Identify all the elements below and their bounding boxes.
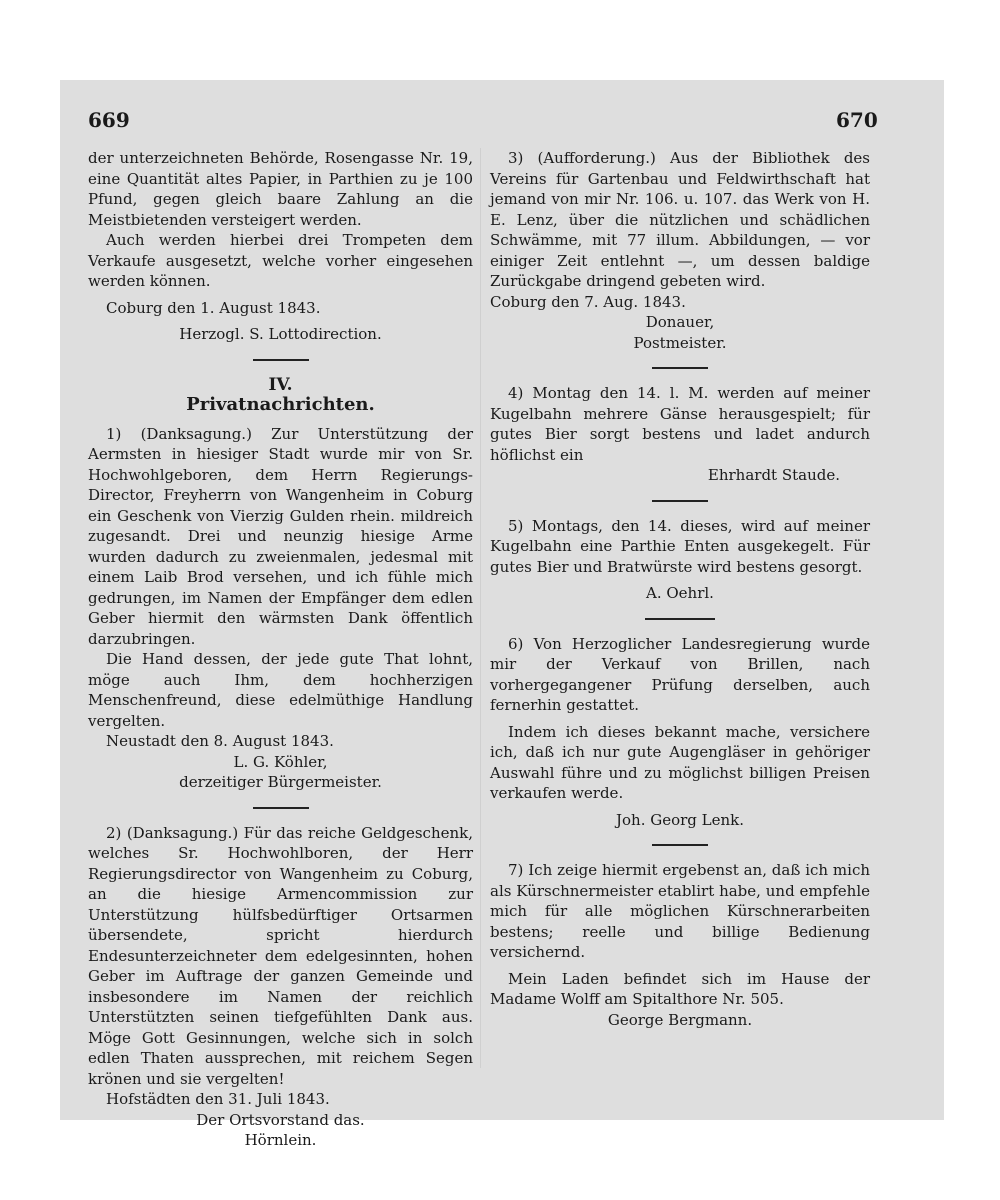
date-line: Coburg den 7. Aug. 1843. bbox=[490, 292, 686, 311]
intro-paragraph: der unterzeichneten Behörde, Rosengasse Nr. 19, eine Quantität altes Papier, in Parthien zu je 100 Pfund, gegen gleich baare Zahlung an die Meistbietenden versteigert werden. bbox=[88, 149, 473, 229]
date-line: Hofstädten den 31. Juli 1843. bbox=[106, 1090, 330, 1108]
divider bbox=[652, 367, 708, 369]
section-number: IV. bbox=[268, 374, 293, 395]
divider bbox=[652, 500, 708, 502]
notice-6-continued: Indem ich dieses bekannt mache, versichere ich, daß ich nur gute Augengläser in gehöriger Auswahl führe und zu möglichst billigen Preisen verkaufen werde. bbox=[490, 722, 870, 802]
signature-title: derzeitiger Bürgermeister. bbox=[179, 773, 382, 791]
divider bbox=[253, 359, 309, 361]
date-line: Coburg den 1. August 1843. bbox=[106, 298, 321, 317]
signature: George Bergmann. bbox=[607, 1010, 753, 1029]
column-gutter bbox=[480, 148, 481, 1068]
signature: A. Oehrl. bbox=[646, 584, 714, 602]
notice-1-continued: Die Hand dessen, der jede gute That lohnt, möge auch Ihm, dem hochherzigen Menschenfreund, diese edelmüthige Handlung vergelten. bbox=[88, 650, 473, 730]
right-column bbox=[490, 148, 870, 1030]
divider bbox=[652, 844, 708, 846]
notice-7: 7) Ich zeige hiermit ergebenst an, daß ich mich als Kürschnermeister etablirt habe, und empfehle mich für alle möglichen Kürschnerarbeiten bestens; reelle und billige Bedienung versichernd. bbox=[490, 861, 870, 961]
date-line: Neustadt den 8. August 1843. bbox=[106, 732, 334, 750]
notice-6: 6) Von Herzoglicher Landesregierung wurde mir der Verkauf von Brillen, nach vorhergegangener Prüfung derselben, auch fernerhin gestattet. bbox=[490, 634, 870, 714]
signature-name: Hörnlein. bbox=[244, 1131, 317, 1149]
notice-4: 4) Montag den 14. l. M. werden auf meiner Kugelbahn mehrere Gänse herausgespielt; für gutes Bier sorgt bestens und ladet andurch höflichst ein bbox=[490, 384, 870, 464]
notice-2: 2) (Danksagung.) Für das reiche Geldgeschenk, welches Sr. Hochwohlboren, der Herr Regierungsdirector von Wangenheim zu Coburg, an die hiesige Armencommission zur Unterstützung hülfsbedürftiger Ortsarmen übersendete, spricht hierdurch Endesunterzeichneter dem edelgesinnten, hohen Geber im Auftrage der ganzen Gemeinde und insbesondere im Namen der reichlich Unterstützten seinen tiefgefühlten Dank aus. Möge Gott Gesinnungen, welche sich in solch edlen Thaten aussprechen, mit reichem Segen krönen und sie vergelten! bbox=[88, 823, 473, 1088]
section-title: Privatnachrichten. bbox=[186, 394, 375, 415]
page-number-left: 669 bbox=[88, 108, 130, 132]
notice-3: 3) (Aufforderung.) Aus der Bibliothek des Vereins für Gartenbau und Feldwirthschaft hat jemand von mir Nr. 106. u. 107. das Werk von H. E. Lenz, über die nützlichen und schädlichen Schwämme, mit 77 illum. Abbildungen, — vor einiger Zeit entlehnt —, um dessen baldige Zurückgabe dringend gebeten wird. bbox=[490, 149, 870, 290]
left-column bbox=[88, 148, 473, 1151]
page-number-right: 670 bbox=[836, 108, 878, 132]
signature: Herzogl. S. Lottodirection. bbox=[179, 325, 382, 343]
notice-7-continued: Mein Laden befindet sich im Hause der Madame Wolff am Spitalthore Nr. 505. bbox=[490, 969, 870, 1008]
signature-title: Postmeister. bbox=[633, 333, 727, 352]
signature-name: L. G. Köhler, bbox=[233, 752, 328, 771]
intro-paragraph-2: Auch werden hierbei drei Trompeten dem Verkaufe ausgesetzt, welche vorher eingesehen werden können. bbox=[88, 231, 473, 290]
signature-name: Donauer, bbox=[645, 313, 715, 331]
signature: Joh. Georg Lenk. bbox=[615, 810, 745, 829]
signature: Ehrhardt Staude. bbox=[707, 466, 840, 484]
signature-title: Der Ortsvorstand das. bbox=[196, 1110, 365, 1129]
divider bbox=[253, 807, 309, 809]
divider bbox=[645, 618, 715, 620]
notice-5: 5) Montags, den 14. dieses, wird auf meiner Kugelbahn eine Parthie Enten ausgekegelt. Für gutes Bier und Bratwürste wird bestens gesorgt. bbox=[490, 516, 870, 576]
notice-1: 1) (Danksagung.) Zur Unterstützung der Aermsten in hiesiger Stadt wurde mir von Sr. Hochwohlgeboren, dem Herrn Regierungs-Director, Freyherrn von Wangenheim in Coburg ein Geschenk von Vierzig Gulden rhein. mildreich zugesandt. Drei und neunzig hiesige Arme wurden dadurch zu zweienmalen, jedesmal mit einem Laib Brod versehen, und ich fühle mich gedrungen, im Namen der Empfänger dem edlen Geber hiermit den wärmsten Dank öffentlich darzubringen. bbox=[88, 424, 473, 648]
